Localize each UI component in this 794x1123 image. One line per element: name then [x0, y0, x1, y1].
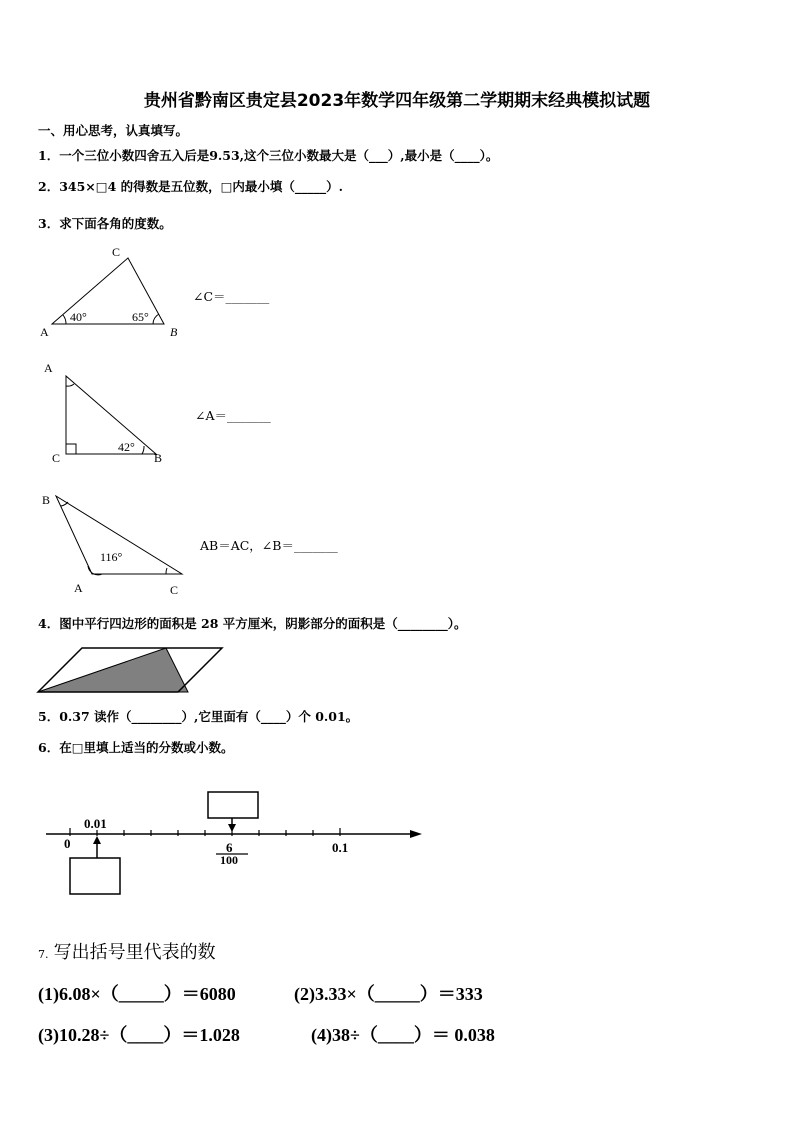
question-3: 3．求下面各角的度数。: [38, 216, 172, 231]
tri2-label-b: B: [154, 451, 163, 465]
tri1-label-a: A: [40, 325, 49, 339]
tri3-label-b: B: [42, 493, 51, 507]
question-4: 4．图中平行四边形的面积是 28 平方厘米，阴影部分的面积是（________）。: [38, 616, 467, 631]
question-7-number: 7.: [38, 948, 49, 961]
tri2-angle-b: 42°: [118, 440, 135, 454]
number-line-figure: [40, 786, 430, 898]
q7-item-1: (1)6.08×（_____）＝6080: [38, 984, 236, 1004]
top-answer-box: [208, 792, 258, 818]
tri2-label-c: C: [52, 451, 61, 465]
tick-label-zero: 0: [64, 836, 71, 851]
question-6: 6．在□里填上适当的分数或小数。: [38, 740, 234, 755]
triangle-1-figure: [36, 240, 196, 345]
question-7-text: 写出括号里代表的数: [53, 942, 216, 963]
tri3-label-c: C: [170, 583, 179, 597]
tick-label-01: 0.1: [332, 840, 349, 855]
question-7-heading: [38, 938, 216, 964]
q7-item-4: (4)38÷（____）＝ 0.038: [311, 1025, 495, 1045]
page-title: 贵州省黔南区贵定县2023年数学四年级第二学期期末经典模拟试题: [143, 91, 651, 111]
tri3-label-a: A: [74, 581, 83, 595]
tri2-label-a: A: [44, 361, 53, 375]
triangle-2-figure: [36, 358, 176, 470]
q7-item-2: (2)3.33×（_____）＝333: [294, 984, 483, 1004]
q3c-answer: AB＝AC，∠B＝_______: [200, 538, 338, 553]
triangle-3-figure: [36, 488, 196, 600]
q3a-answer: ∠C＝_______: [193, 289, 270, 304]
tri3-angle-a: 116°: [100, 550, 123, 564]
tri1-label-b: B: [170, 325, 178, 339]
number-line-ticks: [70, 828, 340, 836]
question-1: 1．一个三位小数四舍五入后是9.53,这个三位小数最大是（___）,最小是（____）。: [38, 148, 499, 163]
bottom-answer-box: [70, 858, 120, 894]
tri1-angle-b: 65°: [132, 310, 149, 324]
question-5: 5．0.37 读作（________）,它里面有（____）个 0.01。: [38, 709, 359, 724]
q3b-answer: ∠A＝_______: [195, 408, 271, 423]
tick-label-001: 0.01: [84, 816, 107, 831]
q7-item-3: (3)10.28÷（____）＝1.028: [38, 1025, 240, 1045]
parallelogram-figure: [36, 644, 226, 696]
tri1-label-c: C: [112, 245, 121, 259]
tri1-angle-a: 40°: [70, 310, 87, 324]
fraction-numerator: 6: [226, 840, 233, 855]
question-2: 2．345×□4 的得数是五位数，□内最小填（_____）.: [38, 179, 344, 194]
section-heading: 一、用心思考，认真填写。: [38, 123, 189, 138]
fraction-denominator: 100: [220, 853, 238, 867]
